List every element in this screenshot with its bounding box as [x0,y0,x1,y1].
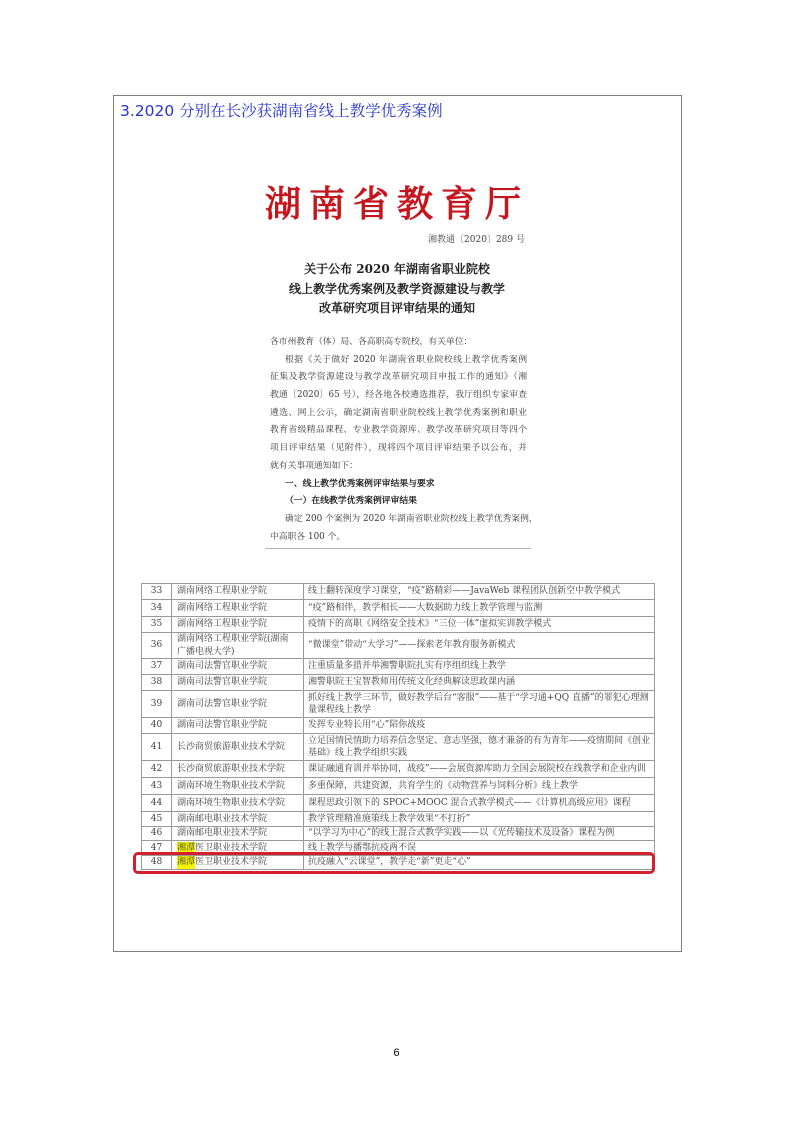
school-name: 湖南邮电职业技术学院 [172,812,304,827]
school-name: 湖南网络工程职业学院 [172,584,304,600]
highlighted-school-prefix: 湘潭 [177,857,196,868]
school-name: 湖南司法警官职业学院 [172,675,304,691]
row-number: 34 [142,600,172,617]
table-row [142,659,655,675]
highlighted-school-prefix: 湘潭 [177,842,196,853]
notice-body [270,334,538,546]
case-title: “以学习为中心”的线上混合式教学实践——以《光传输技术及设备》课程为例 [304,827,655,841]
school-name: 湖南网络工程职业学院 [172,600,304,617]
paragraph-line: 教育省级精品课程、专业教学资源库、教学改革研究项目等四个 [270,425,527,436]
award-table [141,583,655,870]
case-title: 课程思政引领下的 SPOC+MOOC 混合式教学模式——《计算机高级应用》课程 [304,795,655,812]
paragraph-line: 教通〔2020〕65 号），经各地各校遴选推荐，我厅组织专家审查 [270,390,527,401]
case-title: 抗疫融入“云课堂”，教学走“新”更走“心” [304,856,655,870]
school-name: 医卫职业技术学院 [195,857,268,868]
school-name: 医卫职业技术学院 [195,842,268,853]
table-row [142,584,655,600]
subsection-title: （一）在线教学优秀案例评审结果 [285,496,417,507]
row-number: 38 [142,675,172,691]
table-row [142,600,655,617]
paragraph-line: 根据《关于做好 2020 年湖南省职业院校线上教学优秀案例 [285,354,527,365]
school-name: 长沙商贸旅游职业技术学院 [172,734,304,761]
paragraph-line: 征集及教学资源建设与教学改革研究项目申报工作的通知》（湘 [270,372,527,383]
case-title: 线上教学与播鄂抗疫两不误 [304,841,655,856]
row-number: 44 [142,795,172,812]
case-title: 注重质量多措并举湘警职院扎实有序组织线上教学 [304,659,655,675]
case-title: “疫”路相伴，教学相长——大数据助力线上教学管理与监测 [304,600,655,617]
row-number: 36 [142,633,172,659]
table-row [142,734,655,761]
section-title: 一、线上教学优秀案例评审结果与要求 [285,478,435,489]
table-row [142,718,655,734]
row-number: 35 [142,617,172,633]
case-title: 发挥专业特长用“心”陪你战疫 [304,718,655,734]
school-name: 湖南环境生物职业技术学院 [172,795,304,812]
scan-bottom-edge [265,548,531,549]
row-number: 33 [142,584,172,600]
case-title: 抓好线上教学三环节，做好教学后台“客服”——基于“学习通+QQ 直播”的罪犯心理测量课程线上教学 [304,691,655,718]
row-number: 47 [142,841,172,856]
table-row [142,827,655,841]
case-title: 多重保障，共建资源，共育学生的《动物营养与饲料分析》线上教学 [304,778,655,795]
paragraph-line: 项目评审结果（见附件），现将四个项目评审结果予以公布，并 [270,443,527,454]
case-title: 湘警职院王宝智教师用传统文化经典解读思政课内涵 [304,675,655,691]
row-number: 42 [142,761,172,778]
case-title: 立足国情民情助力培养信念坚定、意志坚强，德才兼备的有为青年——疫情期间《创业基础》线上教学组织实践 [304,734,655,761]
row-number: 43 [142,778,172,795]
school-name: 湖南司法警官职业学院 [172,691,304,718]
case-title: 疫情下的高职《网络安全技术》“三位一体”虚拟实训教学模式 [304,617,655,633]
table-row [142,812,655,827]
page-number: 6 [393,1047,400,1059]
case-title: 教学管理精准施策线上教学效果“不打折” [304,812,655,827]
row-number: 45 [142,812,172,827]
school-name: 湖南司法警官职业学院 [172,718,304,734]
result-line: 中高职各 100 个。 [270,531,346,542]
table-row [142,691,655,718]
table-row [142,675,655,691]
row-number: 39 [142,691,172,718]
salutation: 各市州教育（体）局、各高职高专院校，有关单位： [270,337,473,347]
row-number: 40 [142,718,172,734]
notice-title [262,260,532,319]
school-name: 湖南网络工程职业学院(湖南广播电视大学) [172,633,304,659]
paragraph-line: 就有关事项通知如下： [270,460,358,471]
highlight-callout-box [133,852,655,874]
row-number: 41 [142,734,172,761]
agency-letterhead: 湖南省教育厅 [264,183,529,225]
row-number: 46 [142,827,172,841]
row-number: 48 [142,856,172,870]
notice-title-line: 改革研究项目评审结果的通知 [318,301,475,315]
school-name: 湖南环境生物职业技术学院 [172,778,304,795]
school-name: 湖南司法警官职业学院 [172,659,304,675]
notice-title-line: 线上教学优秀案例及教学资源建设与教学 [288,281,505,296]
table-row [142,761,655,778]
case-title: 课证融通育训并举协同，战疫”——会展资源库助力全国会展院校在线教学和企业内训 [304,761,655,778]
school-name: 湖南网络工程职业学院 [172,617,304,633]
table-row [142,617,655,633]
case-title: 线上翻转深度学习课堂，“疫”路精彩——JavaWeb 课程团队创新空中教学模式 [304,584,655,600]
school-name: 长沙商贸旅游职业技术学院 [172,761,304,778]
paragraph-line: 遴选、网上公示，确定湖南省职业院校线上教学优秀案例和职业 [270,407,527,418]
document-number: 湘教通〔2020〕289 号 [428,235,525,245]
result-line: 确定 200 个案例为 2020 年湖南省职业院校线上教学优秀案例， [285,513,538,524]
section-heading: 3.2020 分别在长沙获湖南省线上教学优秀案例 [120,102,443,120]
notice-title-line: 关于公布 2020 年湖南省职业院校 [304,262,490,276]
table-row [142,778,655,795]
notice-scan [262,170,538,550]
table-row [142,633,655,659]
case-title: “微课堂”带动“大学习”——探索老年教育服务新模式 [304,633,655,659]
table-row [142,795,655,812]
school-name: 湖南邮电职业技术学院 [172,827,304,841]
row-number: 37 [142,659,172,675]
